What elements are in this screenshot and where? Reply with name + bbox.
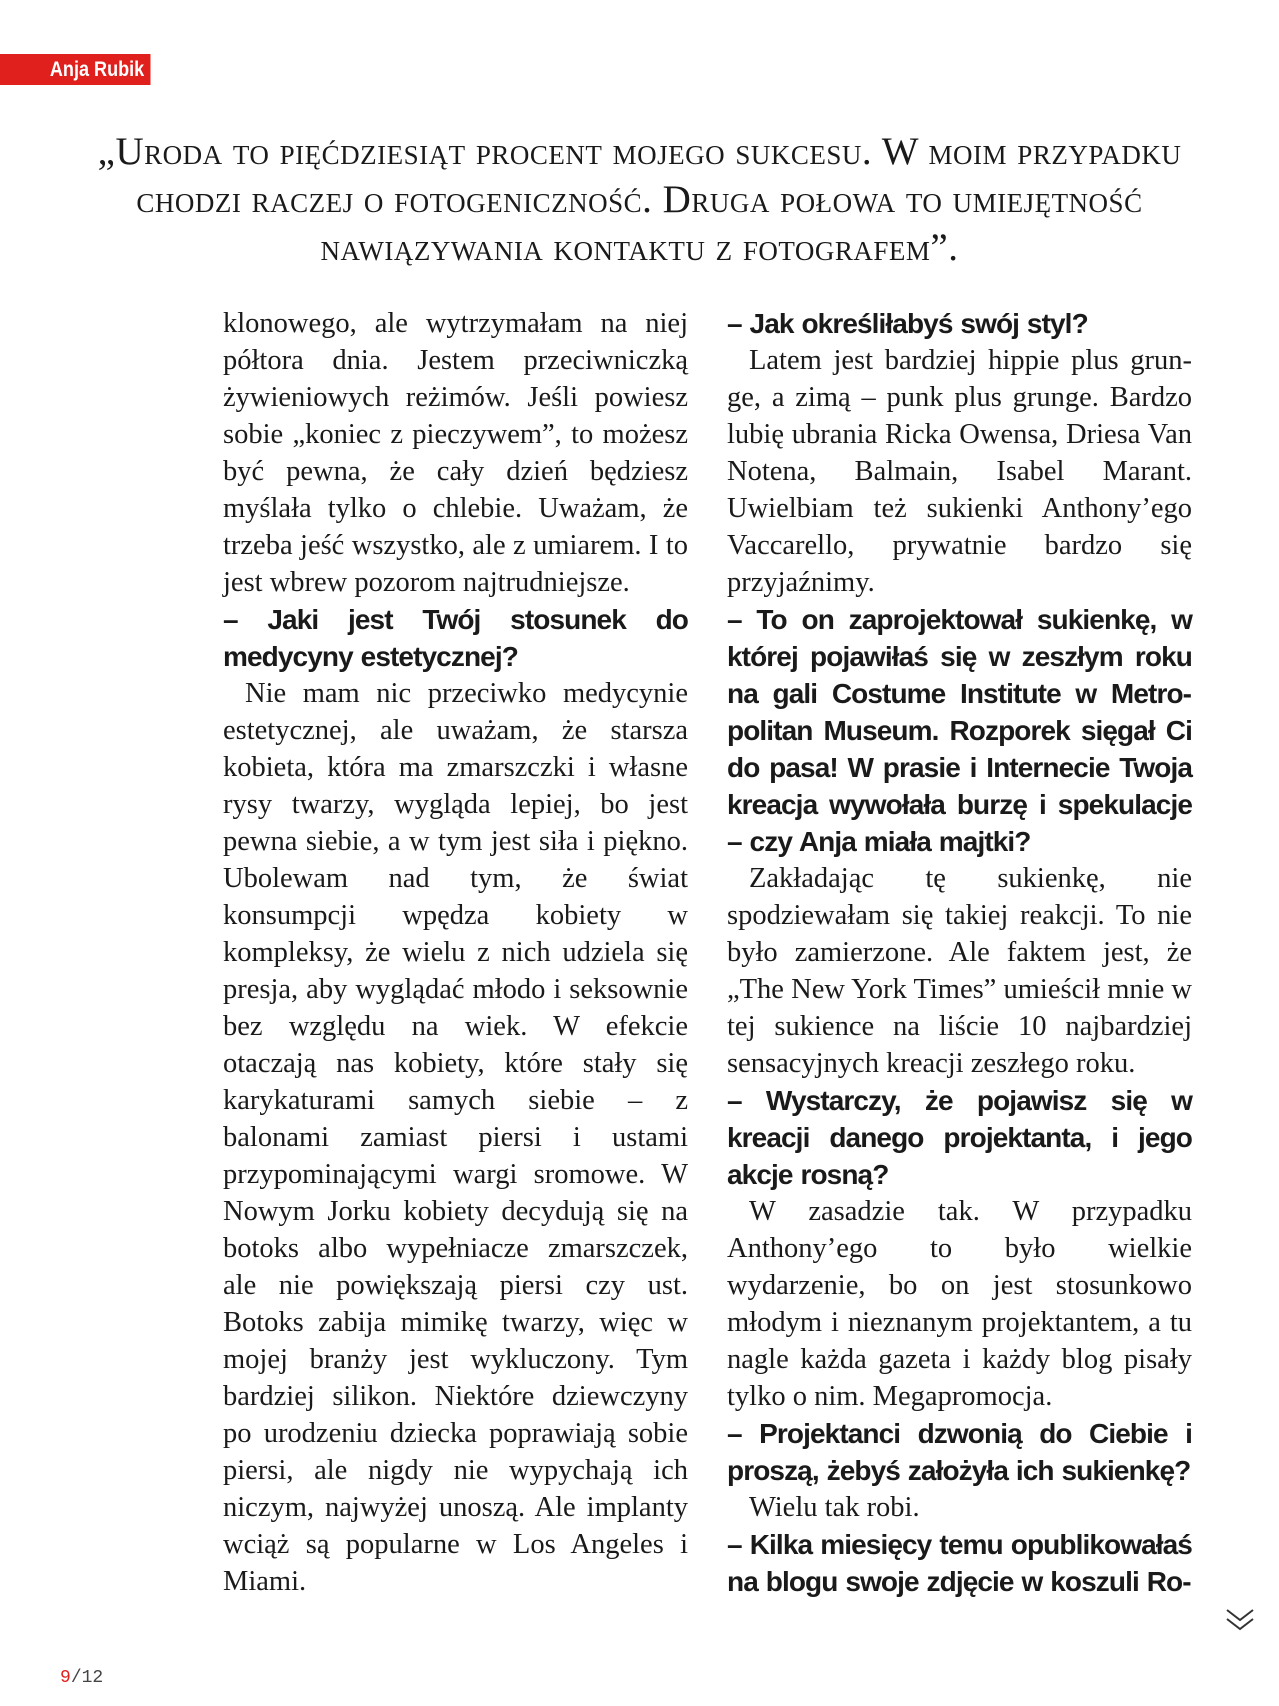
page-indicator (60, 1668, 103, 1688)
interview-question: – Wystarczy, że pojawisz się w kreacji danego projektanta, i jego akcje rosną? (727, 1085, 1192, 1190)
interview-question: – Jak określiłabyś swój styl? (727, 308, 1088, 339)
interview-answer: Latem jest bardziej hippie plus grunge, a zimą – punk plus grunge. Bardzo lubię ubrania Ricka Owensa, Driesa Van Notena, Balmain, Isabel Marant. Uwielbiam też sukienki Anthony’ego Vaccarello, prywatnie bardzo się przyjaźnimy. (727, 345, 1192, 598)
total-pages: 12 (81, 1668, 104, 1688)
paragraph-continued: klonowego, ale wytrzymałam na niej półtora dnia. Jestem przeciwniczką żywieniowych reżimów. Jeśli powiesz sobie „koniec z pieczywem”, to możesz być pewna, że cały dzień będziesz myślała tylko o chlebie. Uważam, że trzeba jeść wszystko, ale z umiarem. I to jest wbrew pozorom najtrudniejsze. (223, 308, 688, 598)
page-separator: / (70, 1668, 82, 1688)
interview-question: – To on zaprojektował sukienkę, w której pojawiłaś się w zeszłym roku na gali Costume Institute w Metropolitan Museum. Rozporek sięgał Ci do pasa! W prasie i Internecie Twoja kreacja wywołała burzę i spekulacje – czy Anja miała majtki? (727, 604, 1192, 857)
interview-question: – Projektanci dzwonią do Ciebie i proszą, żebyś założyła ich sukienkę? (727, 1418, 1192, 1486)
pull-quote: „Uroda to pięćdziesiąt procent mojego sukcesu. W moim przypadku chodzi raczej o fotogeniczność. Druga połowa to umiejętność nawiązywania kontaktu z fotografem”. (97, 130, 1182, 269)
interview-answer: Nie mam nic przeciwko medycynie estetycznej, ale uważam, że starsza kobieta, która ma zmarszczki i własne rysy twarzy, wygląda lepiej, bo jest pewna siebie, a w tym jest siła i piękno. Ubolewam nad tym, że świat konsumpcji wpędza kobiety w kompleksy, że wielu z nich udziela się presja, aby wyglądać młodo i seksownie bez względu na wiek. W efekcie otaczają nas kobiety, które stały się karykaturami samych siebie – z balonami zamiast piersi i ustami przypominającymi wargi sromowe. W Nowym Jorku kobiety decydują się na botoks albo wypełniacze zmarszczek, ale nie powiększają piersi czy ust. Botoks zabija mimikę twarzy, więc w mojej branży jest wykluczony. Tym bardziej silikon. Niektóre dziewczyny po urodzeniu dziecka poprawiają sobie piersi, ale nigdy nie wypychają ich niczym, najwyżej unoszą. Ale implanty wciąż są popularne w Los Angeles i Miami. (223, 678, 688, 1597)
article-column-left (223, 305, 688, 1600)
section-tag: Anja Rubik (0, 54, 151, 85)
interview-answer: Wielu tak robi. (749, 1492, 920, 1523)
chevron-double-down-icon[interactable] (1224, 1607, 1256, 1633)
interview-question: – Kilka miesięcy temu opublikowałaś na blogu swoje zdjęcie w koszuli Ro- (727, 1529, 1192, 1597)
interview-question: – Jaki jest Twój stosunek do medycyny estetycznej? (223, 604, 688, 672)
interview-answer: Zakładając tę sukienkę, nie spodziewałam się takiej reakcji. To nie było zamierzone. Ale faktem jest, że „The New York Times” umieścił mnie w tej sukience na liście 10 najbardziej sensacyjnych kreacji zeszłego roku. (727, 863, 1192, 1079)
chevron-double-down-icon-graphic (1224, 1607, 1256, 1633)
current-page-number: 9 (60, 1668, 71, 1688)
article-column-right (727, 305, 1192, 1600)
interview-answer: W zasadzie tak. W przypadku Anthony’ego to było wielkie wydarzenie, bo on jest stosunkowo młodym i nieznanym projektantem, a tu nagle każda gazeta i każdy blog pisały tylko o nim. Megapromocja. (727, 1196, 1192, 1412)
